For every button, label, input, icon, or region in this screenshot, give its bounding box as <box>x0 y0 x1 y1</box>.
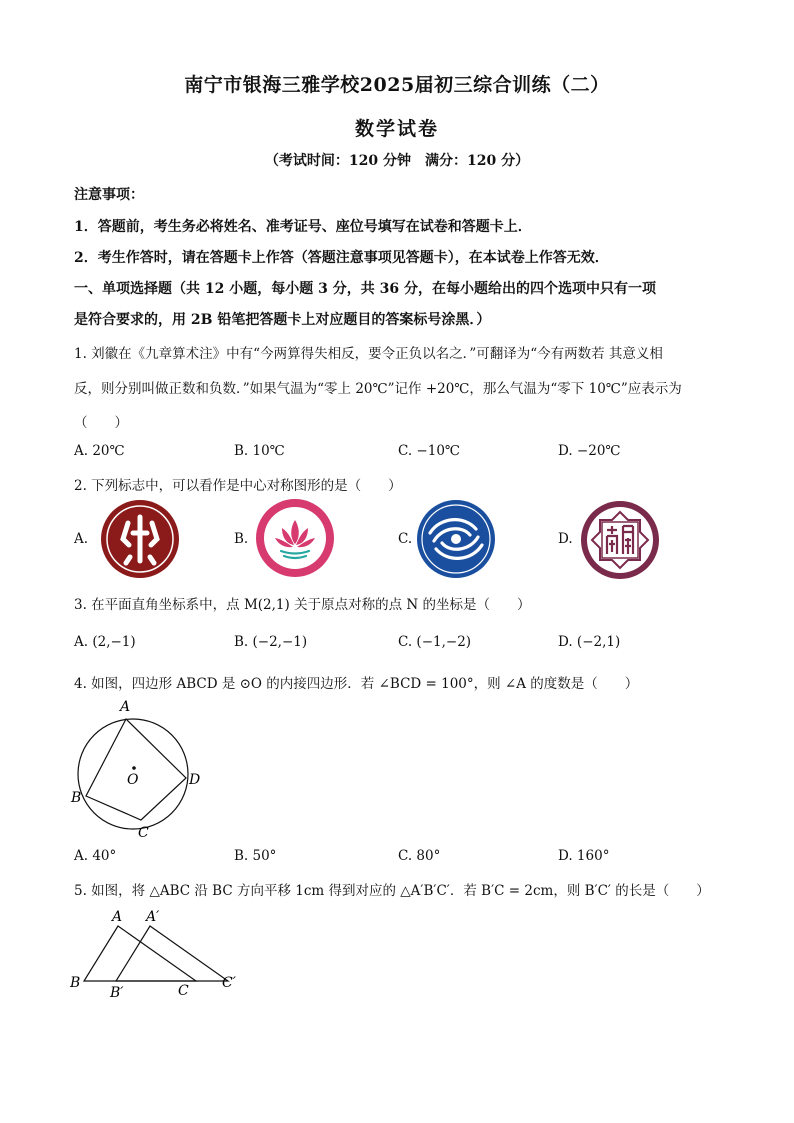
option-c: C. <box>398 531 413 547</box>
question-1-text: 反，则分别叫做正数和负数．”如果气温为“零上 20℃”记作 +20℃，那么气温为“零下 10℃”应表示为 <box>74 381 682 397</box>
note-item: 2．考生作答时，请在答题卡上作答（答题注意事项见答题卡），在本试卷上作答无效． <box>74 250 609 266</box>
option-b: B. 50° <box>234 848 277 864</box>
logo-c-image <box>416 499 496 579</box>
section-heading-cont: 是符合要求的，用 2B 铅笔把答题卡上对应题目的答案标号涂黑．） <box>74 312 491 328</box>
question-1-text: 1. 刘徽在《九章算术注》中有“今两算得失相反，要令正负以名之．”可翻译为“今有两数若 其意义相 <box>74 346 663 362</box>
option-c: C. 80° <box>398 848 441 864</box>
label-c: C <box>178 983 189 999</box>
section-heading: 一、单项选择题（共 12 小题，每小题 3 分，共 36 分，在每小题给出的四个选项中只有一项 <box>74 281 656 297</box>
label-c: C <box>138 825 149 841</box>
option-c: C. −10℃ <box>398 443 461 459</box>
question-5-text: 5. 如图，将 △ABC 沿 BC 方向平移 1cm 得到对应的 △A′B′C′．若 B′C = 2cm，则 B′C′ 的长是（ ） <box>74 883 710 899</box>
option-a: A. (2,−1) <box>74 634 136 650</box>
option-d: D. (−2,1) <box>558 634 621 650</box>
label-b-prime: B′ <box>110 985 124 1000</box>
label-o: O <box>127 772 139 788</box>
option-b: B. (−2,−1) <box>234 634 308 650</box>
option-a: A. 20℃ <box>74 443 125 459</box>
label-c-prime: C′ <box>222 975 236 991</box>
circle-quadrilateral-figure <box>66 696 216 842</box>
logo-b-image <box>255 498 335 578</box>
logo-d-image <box>580 500 660 580</box>
label-a: A <box>112 909 123 925</box>
question-1-text: （ ） <box>74 415 128 431</box>
option-b: B. 10℃ <box>234 443 285 459</box>
option-d: D. <box>558 531 573 547</box>
option-d: D. −20℃ <box>558 443 621 459</box>
logo-a-image <box>100 499 180 579</box>
option-b: B. <box>234 531 249 547</box>
question-4-text: 4. 如图，四边形 ABCD 是 ⊙O 的内接四边形．若 ∠BCD = 100°，则 ∠A 的度数是（ ） <box>74 676 639 692</box>
label-a: A <box>120 699 131 715</box>
question-3-text: 3. 在平面直角坐标系中，点 M(2,1) 关于原点对称的点 N 的坐标是（ ） <box>74 597 531 613</box>
triangle-translation-figure <box>66 904 246 1000</box>
label-d: D <box>189 772 201 788</box>
option-a: A. <box>74 531 89 547</box>
option-c: C. (−1,−2) <box>398 634 472 650</box>
label-b: B <box>71 790 82 806</box>
page-title: 南宁市银海三雅学校2025届初三综合训练（二） <box>184 74 610 96</box>
notes-heading: 注意事项： <box>74 187 144 203</box>
option-d: D. 160° <box>558 848 610 864</box>
label-b: B <box>70 975 81 991</box>
option-a: A. 40° <box>74 848 117 864</box>
label-a-prime: A′ <box>146 909 160 925</box>
page-subtitle: 数学试卷 <box>354 118 439 140</box>
note-item: 1．答题前，考生务必将姓名、准考证号、座位号填写在试卷和答题卡上． <box>74 219 532 235</box>
exam-info: （考试时间：120 分钟 满分：120 分） <box>264 153 530 169</box>
question-2-text: 2. 下列标志中，可以看作是中心对称图形的是（ ） <box>74 478 402 494</box>
